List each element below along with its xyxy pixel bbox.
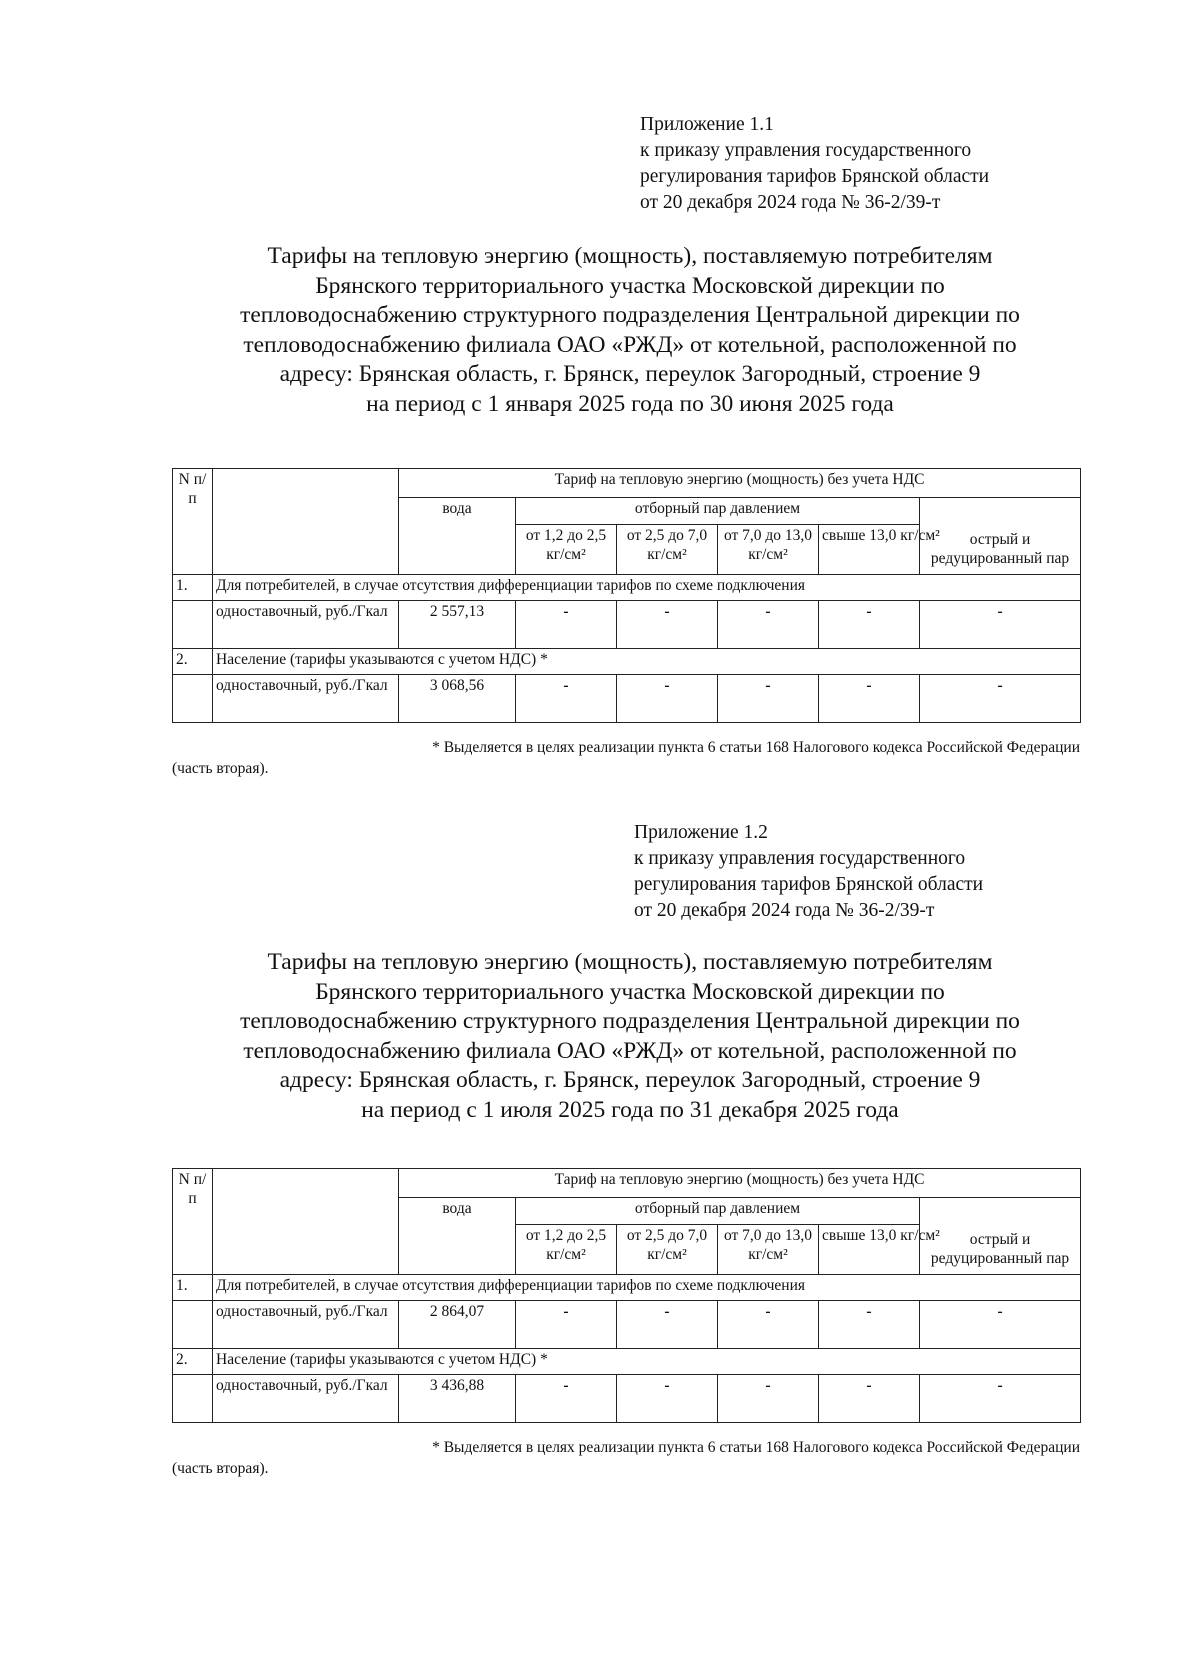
- footnote-1: [172, 737, 1080, 779]
- row-type-label: одноставочный, руб./Гкал: [213, 1301, 399, 1349]
- row-group-label: Население (тарифы указываются с учетом НДС) *: [213, 649, 1081, 675]
- water-tariff-value: 3 436,88: [399, 1375, 516, 1423]
- empty-value: -: [920, 1301, 1081, 1349]
- empty-value: -: [617, 1375, 718, 1423]
- empty-value: -: [920, 675, 1081, 723]
- appendix-date-line: от 20 декабря 2024 года № 36-2/39-т: [634, 900, 935, 921]
- row-number-empty: [173, 1375, 213, 1423]
- header-steam: отборный пар давлением: [516, 1198, 920, 1225]
- title-period-line: на период с 1 июля 2025 года по 31 декабря 2025 года: [361, 1096, 899, 1123]
- row-number: 1.: [173, 1275, 213, 1301]
- header-number: N п/п: [173, 1169, 213, 1275]
- title-line: Брянского территориального участка Московской дирекции по: [315, 978, 945, 1005]
- tariff-table-2: [172, 1168, 1081, 1423]
- empty-value: -: [718, 675, 819, 723]
- row-number: 1.: [173, 575, 213, 601]
- empty-value: -: [920, 1375, 1081, 1423]
- document-title-2: [170, 948, 1090, 1125]
- row-type-label: одноставочный, руб./Гкал: [213, 1375, 399, 1423]
- appendix-date-line: от 20 декабря 2024 года № 36-2/39-т: [640, 192, 941, 213]
- header-steam-range: от 7,0 до 13,0 кг/см²: [718, 1225, 819, 1275]
- title-period-line: на период с 1 января 2025 года по 30 июня 2025 года: [366, 390, 894, 417]
- row-number: 2.: [173, 649, 213, 675]
- empty-value: -: [718, 601, 819, 649]
- row-number-empty: [173, 601, 213, 649]
- header-steam-range: от 1,2 до 2,5 кг/см²: [516, 1225, 617, 1275]
- row-number: 2.: [173, 1349, 213, 1375]
- empty-value: -: [516, 1375, 617, 1423]
- header-empty: [213, 1169, 399, 1275]
- title-line: тепловодоснабжению филиала ОАО «РЖД» от котельной, расположенной по: [243, 331, 1017, 358]
- appendix-authority-line: регулирования тарифов Брянской области: [640, 166, 990, 187]
- title-line: Тарифы на тепловую энергию (мощность), поставляемую потребителям: [267, 949, 993, 975]
- appendix-authority-line: регулирования тарифов Брянской области: [634, 874, 984, 895]
- empty-value: -: [718, 1301, 819, 1349]
- row-type-label: одноставочный, руб./Гкал: [213, 601, 399, 649]
- appendix-order-line: к приказу управления государственного: [634, 848, 966, 869]
- document-title-1: [170, 242, 1090, 419]
- appendix-number: Приложение 1.1: [640, 114, 774, 135]
- header-steam-range: свыше 13,0 кг/см²: [819, 1225, 920, 1275]
- empty-value: -: [617, 1301, 718, 1349]
- footnote-line: (часть вторая).: [172, 1460, 269, 1477]
- header-steam-range: свыше 13,0 кг/см²: [819, 525, 920, 575]
- header-sharp-steam: острый и редуцированный пар: [920, 498, 1081, 575]
- row-number-empty: [173, 675, 213, 723]
- title-line: адресу: Брянская область, г. Брянск, переулок Загородный, строение 9: [279, 361, 981, 387]
- empty-value: -: [819, 675, 920, 723]
- empty-value: -: [516, 675, 617, 723]
- header-tariff: Тариф на тепловую энергию (мощность) без учета НДС: [399, 469, 1081, 498]
- header-water: вода: [399, 498, 516, 575]
- title-line: тепловодоснабжению структурного подразделения Центральной дирекции по: [240, 302, 1020, 328]
- title-line: Брянского территориального участка Московской дирекции по: [315, 272, 945, 299]
- title-line: Тарифы на тепловую энергию (мощность), поставляемую потребителям: [267, 243, 993, 269]
- header-tariff: Тариф на тепловую энергию (мощность) без учета НДС: [399, 1169, 1081, 1198]
- header-steam-range: от 7,0 до 13,0 кг/см²: [718, 525, 819, 575]
- empty-value: -: [718, 1375, 819, 1423]
- footnote-line: (часть вторая).: [172, 760, 269, 777]
- header-steam-range: от 2,5 до 7,0 кг/см²: [617, 1225, 718, 1275]
- row-group-label: Население (тарифы указываются с учетом НДС) *: [213, 1349, 1081, 1375]
- tariff-table-1: [172, 468, 1081, 723]
- row-number-empty: [173, 1301, 213, 1349]
- water-tariff-value: 3 068,56: [399, 675, 516, 723]
- empty-value: -: [819, 1301, 920, 1349]
- empty-value: -: [617, 675, 718, 723]
- title-line: адресу: Брянская область, г. Брянск, переулок Загородный, строение 9: [279, 1067, 981, 1093]
- empty-value: -: [617, 601, 718, 649]
- appendix-block-2: [634, 820, 983, 924]
- empty-value: -: [516, 1301, 617, 1349]
- row-group-label: Для потребителей, в случае отсутствия дифференциации тарифов по схеме подключения: [213, 575, 1081, 601]
- title-line: тепловодоснабжению структурного подразделения Центральной дирекции по: [240, 1008, 1020, 1034]
- empty-value: -: [819, 1375, 920, 1423]
- footnote-line: * Выделяется в целях реализации пункта 6 статьи 168 Налогового кодекса Российской Федерации: [432, 1439, 1080, 1456]
- header-sharp-steam: острый и редуцированный пар: [920, 1198, 1081, 1275]
- footnote-line: * Выделяется в целях реализации пункта 6 статьи 168 Налогового кодекса Российской Федерации: [432, 739, 1080, 756]
- header-steam-range: от 2,5 до 7,0 кг/см²: [617, 525, 718, 575]
- row-type-label: одноставочный, руб./Гкал: [213, 675, 399, 723]
- empty-value: -: [920, 601, 1081, 649]
- appendix-order-line: к приказу управления государственного: [640, 140, 972, 161]
- water-tariff-value: 2 864,07: [399, 1301, 516, 1349]
- header-steam-range: от 1,2 до 2,5 кг/см²: [516, 525, 617, 575]
- water-tariff-value: 2 557,13: [399, 601, 516, 649]
- row-group-label: Для потребителей, в случае отсутствия дифференциации тарифов по схеме подключения: [213, 1275, 1081, 1301]
- empty-value: -: [819, 601, 920, 649]
- appendix-block-1: [640, 112, 989, 216]
- title-line: тепловодоснабжению филиала ОАО «РЖД» от котельной, расположенной по: [243, 1037, 1017, 1064]
- footnote-2: [172, 1437, 1080, 1479]
- appendix-number: Приложение 1.2: [634, 822, 768, 843]
- header-water: вода: [399, 1198, 516, 1275]
- empty-value: -: [516, 601, 617, 649]
- header-number: N п/п: [173, 469, 213, 575]
- header-steam: отборный пар давлением: [516, 498, 920, 525]
- header-empty: [213, 469, 399, 575]
